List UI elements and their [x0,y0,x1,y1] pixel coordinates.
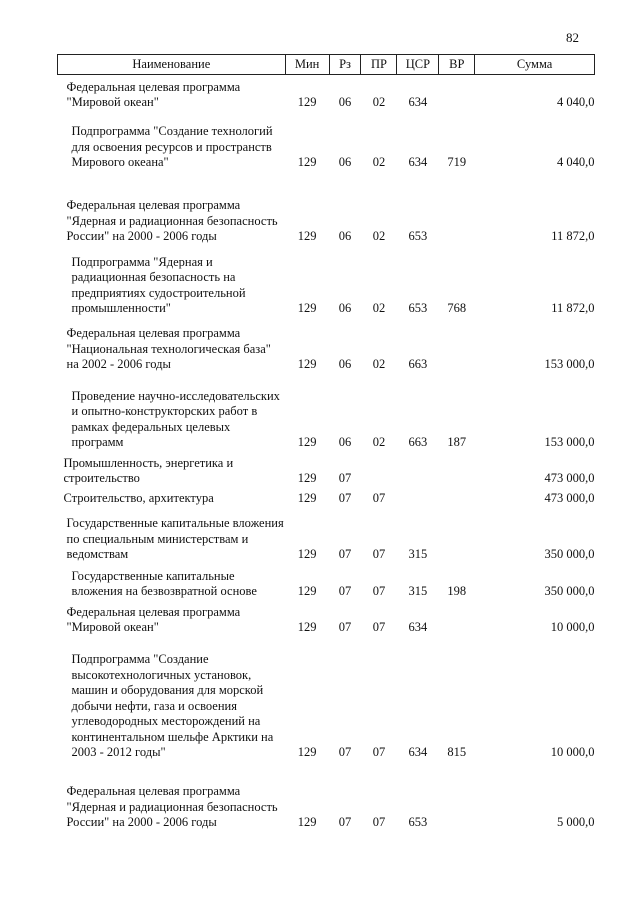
row-csr: 634 [408,155,428,169]
row-vr [439,507,475,563]
row-sum: 153 000,0 [544,357,595,371]
header-vr: ВР [439,55,475,75]
row-csr [397,487,439,507]
row-csr: 653 [408,229,428,243]
row-sum: 4 040,0 [557,155,595,169]
row-pr: 02 [372,357,386,371]
row-sum: 350 000,0 [544,584,595,598]
row-min: 129 [297,357,317,371]
row-rz: 07 [338,620,352,634]
row-rz: 07 [338,745,352,759]
row-rz: 06 [338,435,352,449]
row-pr [361,451,397,487]
header-min: Мин [285,55,329,75]
row-rz: 06 [338,301,352,315]
row-csr: 315 [408,584,428,598]
row-min: 129 [297,491,317,505]
row-min: 129 [297,547,317,561]
row-vr [439,317,475,373]
row-min: 129 [297,435,317,449]
row-min: 129 [297,301,317,315]
row-vr [439,761,475,831]
header-pr: ПР [361,55,397,75]
row-name: Проведение научно-исследовательских и опытно-конструкторских работ в рамках федеральных целевых программ [71,388,280,449]
row-name: Строительство, архитектура [63,491,214,505]
row-pr: 02 [372,155,386,169]
row-sum: 11 872,0 [551,301,595,315]
row-pr: 07 [372,584,386,598]
row-rz: 06 [338,95,352,109]
row-name: Федеральная целевая программа "Мировой океан" [66,604,241,634]
row-vr [439,75,475,111]
row-rz: 06 [338,155,352,169]
row-vr [439,600,475,636]
row-rz: 07 [338,584,352,598]
table-row [58,563,595,600]
row-pr: 02 [372,229,386,243]
row-rz: 07 [338,491,352,505]
table-row [58,761,595,831]
table-row [58,600,595,636]
row-vr [439,171,475,245]
row-vr: 187 [447,435,467,449]
row-pr: 02 [372,435,386,449]
row-name: Подпрограмма "Ядерная и радиационная безопасность на предприятиях судостроительной промышленности" [71,254,246,315]
row-min: 129 [297,620,317,634]
row-vr: 719 [447,155,467,169]
table-row [58,373,595,451]
row-min: 129 [297,155,317,169]
table-header [58,55,595,75]
row-sum: 4 040,0 [557,95,595,109]
row-sum: 5 000,0 [557,815,595,829]
row-pr: 02 [372,301,386,315]
row-min: 129 [297,229,317,243]
table-row [58,487,595,507]
row-name: Государственные капитальные вложения на безвозвратной основе [71,568,257,598]
row-rz: 07 [338,471,352,485]
row-csr: 663 [408,435,428,449]
row-vr: 768 [447,301,467,315]
row-min: 129 [297,815,317,829]
budget-table [57,54,595,831]
row-rz: 07 [338,815,352,829]
row-rz: 06 [338,229,352,243]
row-csr [397,451,439,487]
row-csr: 663 [408,357,428,371]
row-vr [439,487,475,507]
row-csr: 634 [408,745,428,759]
row-vr: 815 [447,745,467,759]
row-name: Промышленность, энергетика и строительство [63,455,234,485]
table-row [58,317,595,373]
row-pr: 07 [372,815,386,829]
row-rz: 06 [338,357,352,371]
row-name: Подпрограмма "Создание технологий для освоения ресурсов и пространств Мирового океана" [71,124,273,169]
table-row [58,245,595,317]
table-row [58,636,595,761]
row-name: Федеральная целевая программа "Национальная технологическая база" на 2002 - 2006 годы [66,326,271,371]
table-row [58,75,595,111]
row-pr: 07 [372,620,386,634]
table-row [58,451,595,487]
row-sum: 473 000,0 [544,471,595,485]
table-row [58,171,595,245]
row-sum: 350 000,0 [544,547,595,561]
row-name: Подпрограмма "Создание высокотехнологичных установок, машин и оборудования для морской добычи нефти, газа и освоения углеводородных месторождений на континентальном шельфе Арктики на 2003 - 2012 годы" [71,652,274,759]
header-sum: Сумма [475,55,595,75]
row-min: 129 [297,95,317,109]
row-vr: 198 [447,584,467,598]
row-csr: 634 [408,620,428,634]
row-csr: 653 [408,301,428,315]
table-row [58,111,595,171]
row-min: 129 [297,745,317,759]
row-csr: 653 [408,815,428,829]
page-number: 82 [566,30,579,45]
row-pr: 07 [372,491,386,505]
row-name: Федеральная целевая программа "Ядерная и радиационная безопасность России" на 2000 - 2006 годы [66,198,278,243]
table-body [58,75,595,831]
row-sum: 10 000,0 [550,620,595,634]
header-csr: ЦСР [397,55,439,75]
row-csr: 634 [408,95,428,109]
row-sum: 10 000,0 [550,745,595,759]
row-min: 129 [297,471,317,485]
row-rz: 07 [338,547,352,561]
row-pr: 07 [372,745,386,759]
header-rz: Рз [329,55,361,75]
row-csr: 315 [408,547,428,561]
row-name: Федеральная целевая программа "Мировой океан" [66,79,241,109]
table-row [58,507,595,563]
row-pr: 07 [372,547,386,561]
row-sum: 473 000,0 [544,491,595,505]
row-min: 129 [297,584,317,598]
row-sum: 11 872,0 [551,229,595,243]
header-name: Наименование [58,55,286,75]
row-name: Федеральная целевая программа "Ядерная и радиационная безопасность России" на 2000 - 2006 годы [66,784,278,829]
row-name: Государственные капитальные вложения по специальным министерствам и ведомствам [66,516,284,561]
row-sum: 153 000,0 [544,435,595,449]
row-vr [439,451,475,487]
row-pr: 02 [372,95,386,109]
